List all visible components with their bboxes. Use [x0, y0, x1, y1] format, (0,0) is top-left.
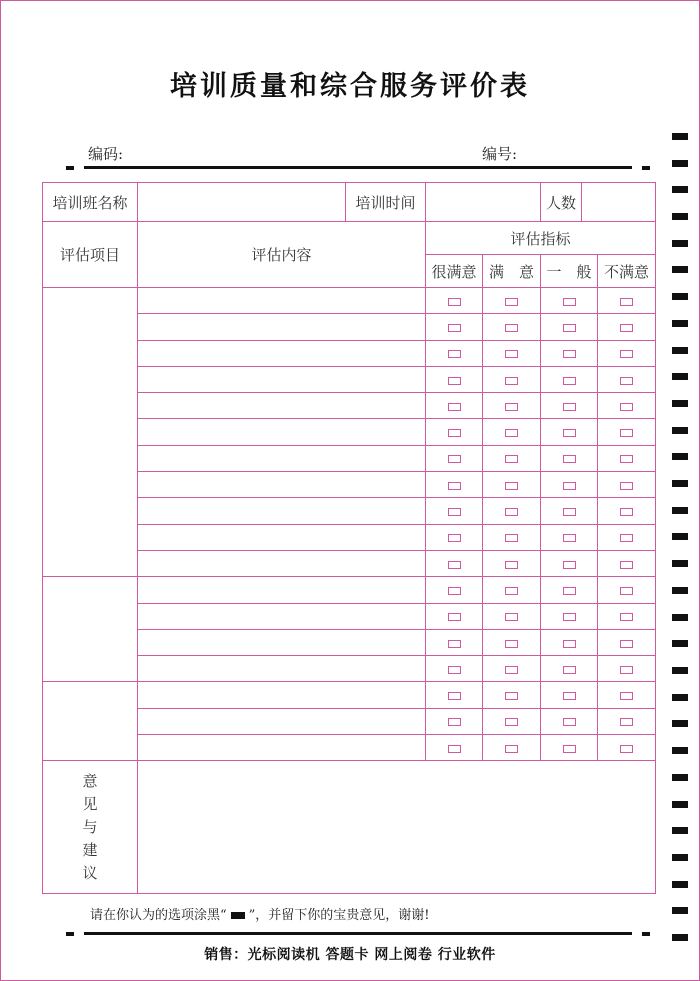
- timing-mark: [672, 587, 688, 594]
- footer-rule-dash-left: [66, 932, 74, 936]
- timing-mark: [672, 293, 688, 300]
- evaluation-content-cell[interactable]: [138, 445, 426, 471]
- rating-checkbox[interactable]: [620, 324, 633, 332]
- timing-mark: [672, 827, 688, 834]
- rating-cell: [483, 629, 541, 655]
- timing-mark: [672, 213, 688, 220]
- rating-cell: [426, 629, 483, 655]
- rating-checkbox[interactable]: [448, 482, 461, 490]
- rating-checkbox[interactable]: [563, 666, 576, 674]
- rating-cell: [426, 472, 483, 498]
- rating-cell: [598, 629, 656, 655]
- timing-mark: [672, 854, 688, 861]
- rating-checkbox[interactable]: [620, 561, 633, 569]
- rating-checkbox[interactable]: [505, 613, 518, 621]
- rating-cell: [426, 682, 483, 708]
- evaluation-content-cell[interactable]: [138, 550, 426, 576]
- rating-cell: [426, 288, 483, 314]
- rating-cell: [598, 340, 656, 366]
- timing-mark: [672, 560, 688, 567]
- rating-checkbox[interactable]: [505, 640, 518, 648]
- note-prefix: 请在你认为的选项涂黑“: [90, 908, 227, 923]
- evaluation-content-cell[interactable]: [138, 656, 426, 682]
- rating-cell: [483, 577, 541, 603]
- timing-mark: [672, 453, 688, 460]
- rating-cell: [426, 314, 483, 340]
- evaluation-table: [42, 182, 656, 894]
- class-name-label: 培训班名称: [43, 183, 138, 222]
- rating-checkbox[interactable]: [563, 587, 576, 595]
- rating-checkbox[interactable]: [505, 298, 518, 306]
- rating-cell: [598, 656, 656, 682]
- rating-checkbox[interactable]: [563, 350, 576, 358]
- evaluation-content-cell[interactable]: [138, 340, 426, 366]
- timing-mark: [672, 747, 688, 754]
- timing-mark: [672, 240, 688, 247]
- form-title: 培训质量和综合服务评价表: [170, 71, 530, 102]
- rating-checkbox[interactable]: [563, 561, 576, 569]
- rating-cell: [483, 708, 541, 734]
- rating-checkbox[interactable]: [620, 350, 633, 358]
- rating-cell: [598, 498, 656, 524]
- indicator-header: 评估指标: [426, 222, 656, 255]
- rating-checkbox[interactable]: [448, 403, 461, 411]
- timing-mark: [672, 266, 688, 273]
- rating-checkbox[interactable]: [563, 640, 576, 648]
- rating-checkbox[interactable]: [448, 324, 461, 332]
- note-suffix: ”，并留下你的宝贵意见，谢谢!: [248, 908, 430, 923]
- rating-checkbox[interactable]: [620, 587, 633, 595]
- rating-cell: [426, 340, 483, 366]
- timing-mark: [672, 186, 688, 193]
- header-rule-dash-right: [642, 166, 650, 170]
- timing-mark: [672, 160, 688, 167]
- rating-checkbox[interactable]: [563, 298, 576, 306]
- rating-checkbox[interactable]: [563, 482, 576, 490]
- rating-checkbox[interactable]: [448, 429, 461, 437]
- rating-checkbox[interactable]: [563, 534, 576, 542]
- rating-cell: [541, 498, 598, 524]
- rating-checkbox[interactable]: [505, 482, 518, 490]
- rating-checkbox[interactable]: [448, 561, 461, 569]
- rating-cell: [483, 419, 541, 445]
- vendor-footer: 销售：光标阅读机 答题卡 网上阅卷 行业软件: [204, 947, 496, 963]
- rating-checkbox[interactable]: [563, 692, 576, 700]
- rating-cell: [598, 708, 656, 734]
- rating-cell: [426, 603, 483, 629]
- rating-checkbox[interactable]: [505, 534, 518, 542]
- rating-checkbox[interactable]: [448, 508, 461, 516]
- evaluation-content-cell[interactable]: [138, 314, 426, 340]
- item-header: 评估项目: [43, 222, 138, 288]
- rating-checkbox[interactable]: [448, 613, 461, 621]
- rating-cell: [541, 524, 598, 550]
- rating-checkbox[interactable]: [448, 692, 461, 700]
- timing-mark: [672, 934, 688, 941]
- suggestion-label-char: 意: [82, 771, 98, 790]
- evaluation-item-cell[interactable]: [43, 288, 138, 577]
- rating-checkbox[interactable]: [620, 613, 633, 621]
- rating-cell: [426, 524, 483, 550]
- rating-cell: [483, 498, 541, 524]
- evaluation-content-cell[interactable]: [138, 498, 426, 524]
- rating-cell: [598, 419, 656, 445]
- rating-checkbox[interactable]: [620, 482, 633, 490]
- rating-cell: [541, 340, 598, 366]
- timing-mark: [672, 907, 688, 914]
- rating-cell: [598, 735, 656, 761]
- rating-cell: [426, 445, 483, 471]
- evaluation-content-cell[interactable]: [138, 603, 426, 629]
- rating-cell: [483, 288, 541, 314]
- rating-cell: [483, 472, 541, 498]
- rating-checkbox[interactable]: [505, 666, 518, 674]
- rating-checkbox[interactable]: [563, 718, 576, 726]
- headcount-label: 人数: [541, 183, 582, 221]
- evaluation-content-cell[interactable]: [138, 472, 426, 498]
- rating-cell: [483, 735, 541, 761]
- rating-checkbox[interactable]: [505, 561, 518, 569]
- rating-cell: [426, 577, 483, 603]
- rating-cell: [541, 288, 598, 314]
- rating-cell: [483, 550, 541, 576]
- rating-checkbox[interactable]: [448, 350, 461, 358]
- rating-checkbox[interactable]: [620, 718, 633, 726]
- rating-cell: [541, 682, 598, 708]
- instruction-note: [90, 904, 430, 923]
- timing-mark: [672, 427, 688, 434]
- suggestion-field[interactable]: [138, 761, 656, 894]
- footer-rule-dash-right: [642, 932, 650, 936]
- rating-cell: [483, 445, 541, 471]
- rating-checkbox[interactable]: [620, 377, 633, 385]
- suggestion-label-char: 见: [82, 794, 98, 813]
- rating-cell: [426, 656, 483, 682]
- rating-checkbox[interactable]: [620, 640, 633, 648]
- table-row: [43, 682, 656, 708]
- evaluation-content-cell[interactable]: [138, 288, 426, 314]
- rating-checkbox[interactable]: [620, 666, 633, 674]
- rating-cell: [483, 656, 541, 682]
- header-rule: [84, 166, 632, 169]
- timing-mark: [672, 533, 688, 540]
- table-row: [43, 288, 656, 314]
- rating-checkbox[interactable]: [505, 455, 518, 463]
- training-time-field[interactable]: [426, 183, 541, 222]
- rating-checkbox[interactable]: [448, 666, 461, 674]
- footer-rule: [84, 932, 632, 935]
- class-name-field[interactable]: [138, 183, 426, 222]
- header-rule-dash-left: [66, 166, 74, 170]
- rating-checkbox[interactable]: [563, 403, 576, 411]
- rating-cell: [598, 314, 656, 340]
- rating-cell: [598, 550, 656, 576]
- rating-checkbox[interactable]: [505, 745, 518, 753]
- rating-checkbox[interactable]: [620, 745, 633, 753]
- rating-cell: [541, 656, 598, 682]
- rating-cell: [541, 393, 598, 419]
- evaluation-content-cell[interactable]: [138, 708, 426, 734]
- rating-checkbox[interactable]: [448, 534, 461, 542]
- rating-checkbox[interactable]: [448, 718, 461, 726]
- rating-checkbox[interactable]: [620, 455, 633, 463]
- rating-cell: [483, 393, 541, 419]
- suggestion-label-char: 议: [82, 863, 98, 882]
- rating-cell: [426, 393, 483, 419]
- rating-checkbox[interactable]: [448, 298, 461, 306]
- suggestion-label-char: 与: [82, 817, 98, 836]
- table-row: [43, 577, 656, 603]
- rating-checkbox[interactable]: [505, 350, 518, 358]
- rating-cell: [541, 472, 598, 498]
- rating-checkbox[interactable]: [563, 745, 576, 753]
- timing-mark: [672, 640, 688, 647]
- rating-header-unsatisfied: 不满意: [598, 255, 656, 288]
- evaluation-item-cell[interactable]: [43, 577, 138, 682]
- rating-checkbox[interactable]: [563, 377, 576, 385]
- evaluation-content-cell[interactable]: [138, 577, 426, 603]
- rating-cell: [426, 498, 483, 524]
- evaluation-content-cell[interactable]: [138, 629, 426, 655]
- rating-cell: [483, 682, 541, 708]
- rating-cell: [483, 603, 541, 629]
- rating-checkbox[interactable]: [620, 298, 633, 306]
- suggestion-label: [43, 761, 138, 894]
- rating-cell: [483, 524, 541, 550]
- timing-mark: [672, 373, 688, 380]
- rating-checkbox[interactable]: [505, 587, 518, 595]
- rating-cell: [426, 708, 483, 734]
- rating-checkbox[interactable]: [448, 587, 461, 595]
- timing-mark: [672, 720, 688, 727]
- rating-checkbox[interactable]: [505, 692, 518, 700]
- rating-cell: [426, 419, 483, 445]
- timing-mark: [672, 507, 688, 514]
- rating-cell: [598, 393, 656, 419]
- rating-checkbox[interactable]: [505, 429, 518, 437]
- rating-checkbox[interactable]: [505, 508, 518, 516]
- timing-mark: [672, 694, 688, 701]
- filled-mark-sample: [231, 912, 245, 919]
- rating-checkbox[interactable]: [563, 613, 576, 621]
- rating-checkbox[interactable]: [448, 640, 461, 648]
- evaluation-content-cell[interactable]: [138, 419, 426, 445]
- content-header: 评估内容: [138, 222, 426, 288]
- rating-cell: [598, 577, 656, 603]
- rating-header-very-satisfied: 很满意: [426, 255, 483, 288]
- rating-checkbox[interactable]: [505, 324, 518, 332]
- rating-checkbox[interactable]: [505, 377, 518, 385]
- number-label: 编号:: [482, 145, 518, 163]
- rating-cell: [426, 550, 483, 576]
- rating-checkbox[interactable]: [505, 718, 518, 726]
- rating-checkbox[interactable]: [563, 324, 576, 332]
- evaluation-item-cell[interactable]: [43, 682, 138, 761]
- rating-cell: [541, 629, 598, 655]
- training-time-label: 培训时间: [355, 193, 416, 212]
- timing-mark: [672, 801, 688, 808]
- rating-checkbox[interactable]: [563, 455, 576, 463]
- rating-cell: [598, 472, 656, 498]
- suggestion-label-char: 建: [82, 840, 98, 859]
- rating-cell: [598, 366, 656, 392]
- rating-cell: [598, 603, 656, 629]
- timing-mark: [672, 667, 688, 674]
- timing-mark: [672, 320, 688, 327]
- rating-checkbox[interactable]: [620, 534, 633, 542]
- headcount-field[interactable]: [582, 183, 655, 221]
- rating-cell: [541, 550, 598, 576]
- rating-header-average: 一 般: [541, 255, 598, 288]
- rating-checkbox[interactable]: [563, 508, 576, 516]
- rating-cell: [598, 445, 656, 471]
- rating-cell: [598, 524, 656, 550]
- rating-checkbox[interactable]: [448, 377, 461, 385]
- rating-cell: [541, 735, 598, 761]
- rating-cell: [426, 735, 483, 761]
- rating-checkbox[interactable]: [620, 508, 633, 516]
- timing-mark: [672, 480, 688, 487]
- rating-cell: [541, 314, 598, 340]
- evaluation-content-cell[interactable]: [138, 524, 426, 550]
- rating-cell: [426, 366, 483, 392]
- timing-mark: [672, 400, 688, 407]
- evaluation-content-cell[interactable]: [138, 366, 426, 392]
- rating-cell: [483, 366, 541, 392]
- rating-checkbox[interactable]: [448, 745, 461, 753]
- evaluation-content-cell[interactable]: [138, 735, 426, 761]
- rating-checkbox[interactable]: [563, 429, 576, 437]
- rating-cell: [541, 577, 598, 603]
- rating-header-satisfied: 满 意: [483, 255, 541, 288]
- rating-cell: [541, 366, 598, 392]
- rating-cell: [598, 682, 656, 708]
- rating-checkbox[interactable]: [620, 429, 633, 437]
- rating-cell: [598, 288, 656, 314]
- code-label: 编码:: [88, 145, 124, 163]
- rating-checkbox[interactable]: [620, 692, 633, 700]
- rating-cell: [541, 445, 598, 471]
- rating-cell: [541, 603, 598, 629]
- timing-mark: [672, 347, 688, 354]
- rating-checkbox[interactable]: [620, 403, 633, 411]
- rating-cell: [541, 708, 598, 734]
- timing-mark: [672, 133, 688, 140]
- timing-mark: [672, 774, 688, 781]
- timing-mark: [672, 614, 688, 621]
- rating-cell: [483, 340, 541, 366]
- evaluation-content-cell[interactable]: [138, 393, 426, 419]
- rating-cell: [541, 419, 598, 445]
- rating-cell: [483, 314, 541, 340]
- evaluation-content-cell[interactable]: [138, 682, 426, 708]
- timing-mark: [672, 881, 688, 888]
- rating-checkbox[interactable]: [448, 455, 461, 463]
- rating-checkbox[interactable]: [505, 403, 518, 411]
